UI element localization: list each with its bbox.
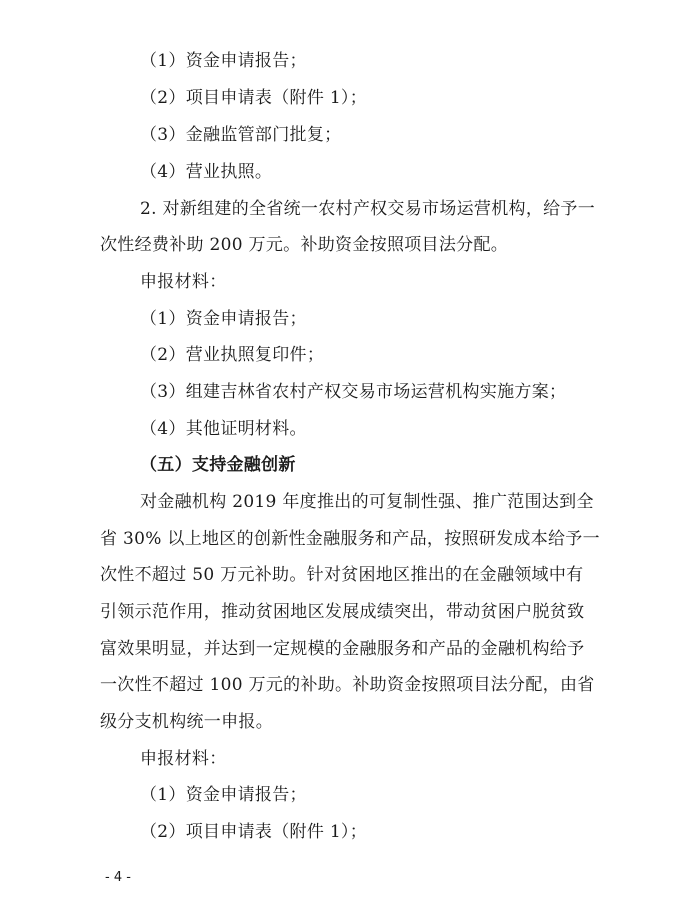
paragraph-line: 省 30% 以上地区的创新性金融服务和产品，按照研发成本给予一 bbox=[100, 529, 600, 549]
list-item: （4）营业执照。 bbox=[140, 162, 273, 182]
list-item: （1）资金申请报告； bbox=[140, 309, 307, 329]
list-item: （4）其他证明材料。 bbox=[140, 419, 307, 439]
paragraph-line: 富效果明显，并达到一定规模的金融服务和产品的金融机构给予 bbox=[100, 639, 585, 659]
page-number: - 4 - bbox=[105, 870, 131, 885]
paragraph-line: 对金融机构 2019 年度推出的可复制性强、推广范围达到全 bbox=[140, 492, 594, 512]
list-item: （2）营业执照复印件； bbox=[140, 345, 325, 365]
section-label: 申报材料： bbox=[140, 749, 227, 769]
paragraph-line: 引领示范作用，推动贫困地区发展成绩突出，带动贫困户脱贫致 bbox=[100, 602, 585, 622]
list-item: （3）组建吉林省农村产权交易市场运营机构实施方案； bbox=[140, 382, 567, 402]
list-item: （2）项目申请表（附件 1）； bbox=[140, 88, 368, 108]
list-item: （1）资金申请报告； bbox=[140, 785, 307, 805]
paragraph-line: 级分支机构统一申报。 bbox=[100, 712, 273, 732]
list-item: （2）项目申请表（附件 1）； bbox=[140, 822, 368, 842]
section-label: 申报材料： bbox=[140, 272, 227, 292]
list-item: （3）金融监管部门批复； bbox=[140, 125, 342, 145]
paragraph-line: 一次性不超过 100 万元的补助。补助资金按照项目法分配，由省 bbox=[100, 675, 595, 695]
section-heading: （五）支持金融创新 bbox=[140, 455, 296, 475]
paragraph-line: 次性经费补助 200 万元。补助资金按照项目法分配。 bbox=[100, 235, 509, 255]
list-item: （1）资金申请报告； bbox=[140, 51, 307, 71]
paragraph-line: 次性不超过 50 万元补助。针对贫困地区推出的在金融领域中有 bbox=[100, 565, 584, 585]
paragraph-line: 2. 对新组建的全省统一农村产权交易市场运营机构，给予一 bbox=[140, 199, 596, 219]
